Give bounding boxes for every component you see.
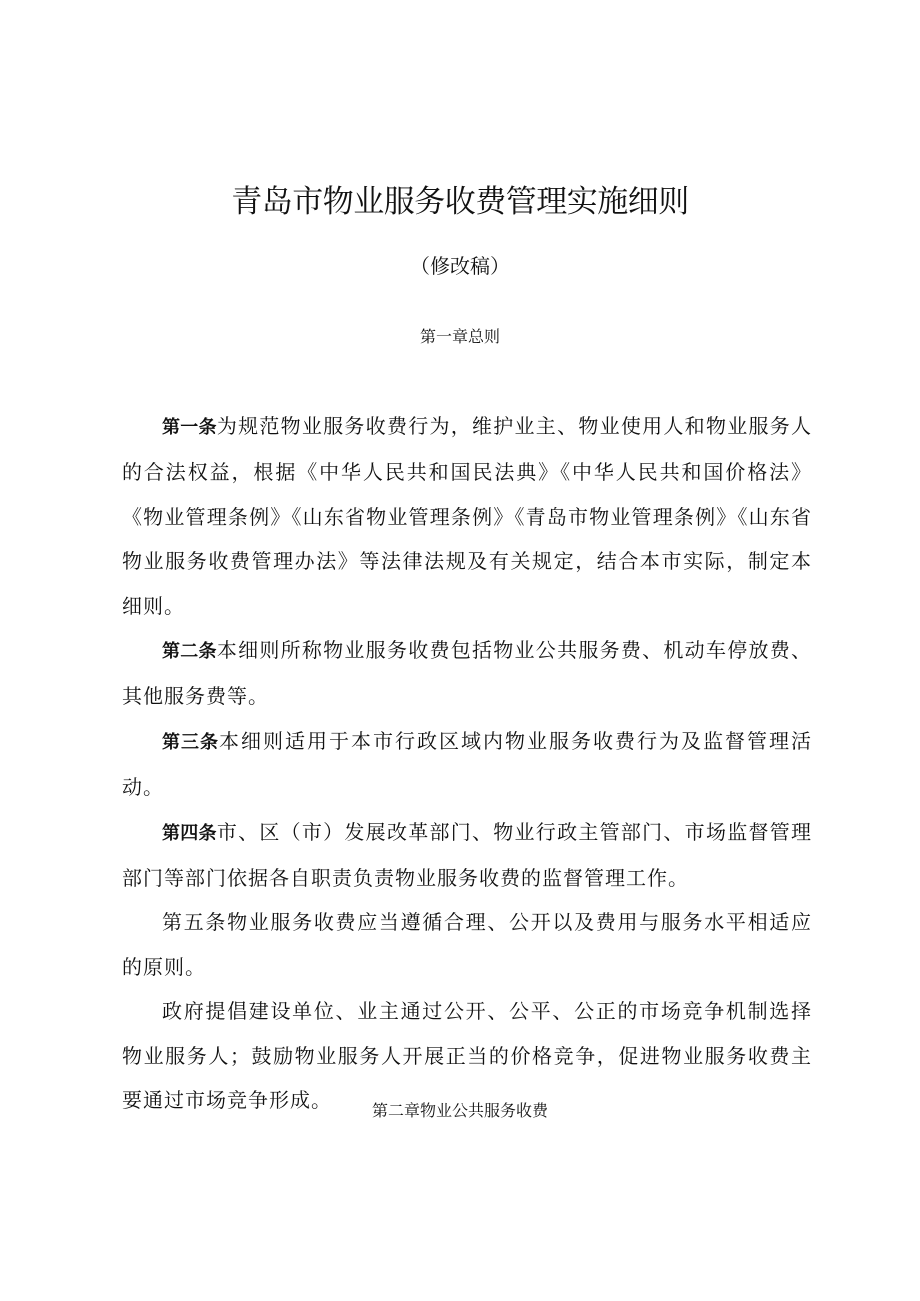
article-4-text: 市、区（市）发展改革部门、物业行政主管部门、市场监督管理部门等部门依据各自职责负责物业服务收费的监督管理工作。 xyxy=(122,819,813,891)
article-5-second-text: 政府提倡建设单位、业主通过公开、公平、公正的市场竞争机制选择物业服务人；鼓励物业服务人开展正当的价格竞争，促进物业服务收费主要通过市场竞争形成。 xyxy=(122,999,812,1113)
article-4-paragraph xyxy=(122,810,812,901)
chapter-2-heading: 第二章物业公共服务收费 xyxy=(371,1101,548,1120)
chapter-1-body xyxy=(122,404,812,1123)
article-3-text: 本细则适用于本市行政区域内物业服务收费行为及监督管理活动。 xyxy=(122,728,812,800)
article-4-number: 第四条 xyxy=(162,822,217,844)
article-1-paragraph xyxy=(122,404,812,628)
article-3-paragraph xyxy=(122,719,812,810)
article-2-number: 第二条 xyxy=(162,641,217,663)
document-title: 青岛市物业服务收费管理实施细则 xyxy=(231,184,689,220)
document-subtitle: （修改稿） xyxy=(410,254,510,278)
article-2-text: 本细则所称物业服务收费包括物业公共服务费、机动车停放费、其他服务费等。 xyxy=(122,638,813,709)
article-5-paragraph xyxy=(122,900,812,989)
chapter-1-heading: 第一章总则 xyxy=(419,327,500,346)
article-5-text: 第五条物业服务收费应当遵循合理、公开以及费用与服务水平相适应的原则。 xyxy=(122,910,812,979)
article-2-paragraph xyxy=(122,628,812,719)
article-3-number: 第三条 xyxy=(162,731,219,753)
article-1-text: 为规范物业服务收费行为，维护业主、物业使用人和物业服务人的合法权益，根据《中华人民共和国民法典》《中华人民共和国价格法》《物业管理条例》《山东省物业管理条例》《青岛市物业管理条例》《山东省物业服务收费管理办法》等法律法规及有关规定，结合本市实际，制定本细则。 xyxy=(122,414,813,618)
article-1-number: 第一条 xyxy=(162,417,217,438)
